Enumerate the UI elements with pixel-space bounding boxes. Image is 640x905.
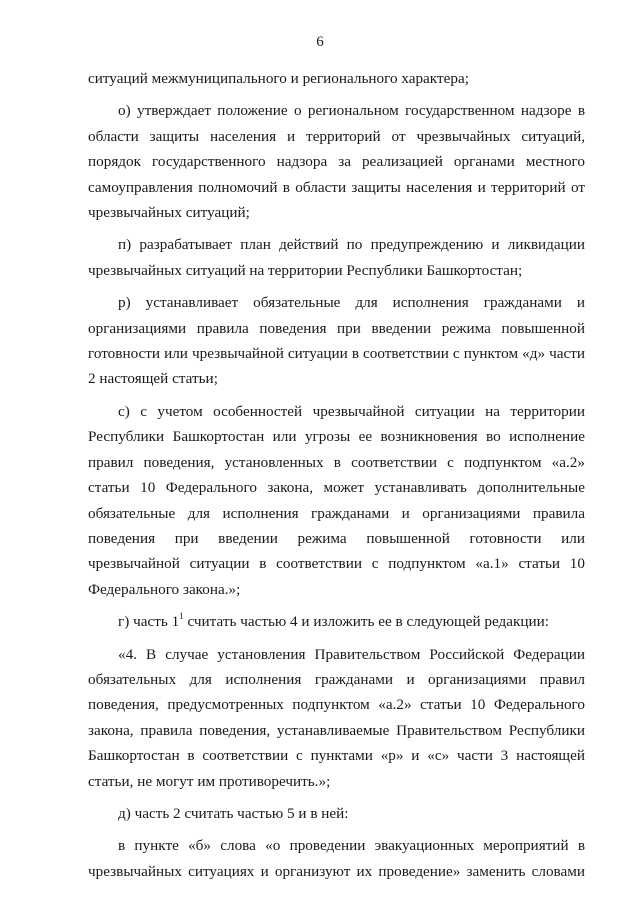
paragraph-item-r: р) устанавливает обязательные для исполнения гражданами и организациями правила поведения при введении режима повышенной готовности или чрезвычайной ситуации в соответствии с пунктом «д» части 2 настоящей статьи; (88, 294, 585, 388)
paragraph-item-p: п) разрабатывает план действий по предупреждению и ликвидации чрезвычайных ситуаций на территории Республики Башкортостан; (88, 236, 585, 279)
paragraph-item-g-suffix: считать частью 4 и изложить ее в следующей редакции: (183, 613, 549, 631)
document-body (88, 66, 585, 884)
paragraph-quoted-part-4: «4. В случае установления Правительством Российской Федерации обязательных для исполнения гражданами и организациями правил поведения, предусмотренных подпунктом «а.2» статьи 10 Федерального закона, правила поведения, устанавливаемые Правительством Республики Башкортостан в соответствии с пунктами «р» и «с» части 3 настоящей статьи, не могут им противоречить.»; (88, 645, 585, 790)
paragraph-item-b-amendment: в пункте «б» слова «о проведении эвакуационных мероприятий в чрезвычайных ситуациях и организуют их проведение» заменить словами (88, 837, 585, 880)
superscript-index: 1 (179, 611, 184, 622)
paragraph-item-s: с) с учетом особенностей чрезвычайной ситуации на территории Республики Башкортостан или угрозы ее возникновения во исполнение правил поведения, установленных в соответствии с подпунктом «а.2» статьи 10 Федерального закона, может устанавливать дополнительные обязательные для исполнения гражданами и организациями правила поведения при введении режима повышенной готовности или чрезвычайной ситуации в соответствии с подпунктом «а.1» статьи 10 Федерального закона.»; (88, 402, 585, 598)
paragraph-continuation: ситуаций межмуниципального и регионального характера; (88, 70, 469, 87)
paragraph-item-o: о) утверждает положение о региональном государственном надзоре в области защиты населения и территорий от чрезвычайных ситуаций, порядок государственного надзора за реализацией органами местного самоуправления полномочий в области защиты населения и территорий от чрезвычайных ситуаций; (88, 102, 585, 222)
page-number: 6 (316, 34, 324, 50)
paragraph-item-g (88, 609, 585, 634)
paragraph-item-d: д) часть 2 считать частью 5 и в ней: (118, 804, 349, 822)
paragraph-item-g-prefix: г) часть 1 (118, 613, 180, 631)
